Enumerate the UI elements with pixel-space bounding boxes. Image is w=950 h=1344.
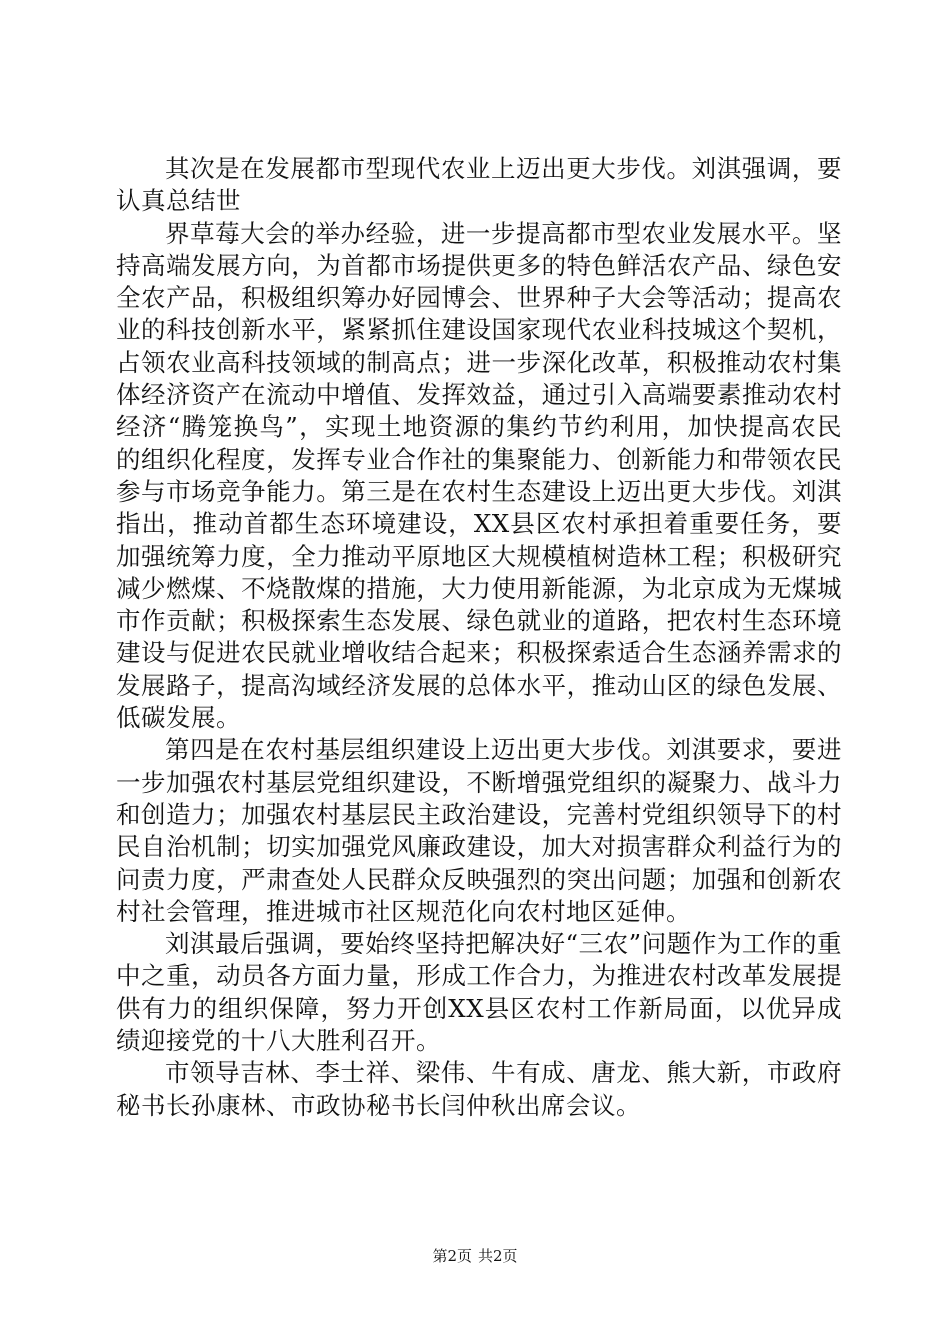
paragraph: 界草莓大会的举办经验，进一步提高都市型农业发展水平。坚持高端发展方向，为首都市场提供更多的特色鲜活农产品、绿色安全农产品，积极组织筹办好园博会、世界种子大会等活动；提高农业的科技创新水平，紧紧抓住建设国家现代农业科技城这个契机，占领农业高科技领域的制高点；进一步深化改革，积极推动农村集体经济资产在流动中增值、发挥效益，通过引入高端要素推动农村经济“腾笼换鸟”，实现土地资源的集约节约利用，加快提高农民的组织化程度，发挥专业合作社的集聚能力、创新能力和带领农民参与市场竞争能力。第三是在农村生态建设上迈出更大步伐。刘淇指出，推动首都生态环境建设，XX县区农村承担着重要任务，要加强统筹力度，全力推动平原地区大规模植树造林工程；积极研究减少燃煤、不烧散煤的措施，大力使用新能源，为北京成为无煤城市作贡献；积极探索生态发展、绿色就业的道路，把农村生态环境建设与促进农民就业增收结合起来；积极探索适合生态涵养需求的发展路子，提高沟域经济发展的总体水平，推动山区的绿色发展、低碳发展。 (116, 218, 842, 733)
paragraph: 第四是在农村基层组织建设上迈出更大步伐。刘淇要求，要进一步加强农村基层党组织建设，不断增强党组织的凝聚力、战斗力和创造力；加强农村基层民主政治建设，完善村党组织领导下的村民自治机制；切实加强党风廉政建设，加大对损害群众利益行为的问责力度，严肃查处人民群众反映强烈的突出问题；加强和创新农村社会管理，推进城市社区规范化向农村地区延伸。 (116, 735, 842, 926)
page-footer (0, 1246, 950, 1266)
page-number: 第2页 (432, 1247, 472, 1265)
paragraph: 刘淇最后强调，要始终坚持把解决好“三农”问题作为工作的重中之重，动员各方面力量，形成工作合力，为推进农村改革发展提供有力的组织保障，努力开创XX县区农村工作新局面，以优异成绩迎接党的十八大胜利召开。 (116, 929, 842, 1056)
page-total: 共2页 (478, 1247, 518, 1265)
paragraph: 市领导吉林、李士祥、梁伟、牛有成、唐龙、熊大新，市政府秘书长孙康林、市政协秘书长闫仲秋出席会议。 (116, 1058, 842, 1120)
paragraph: 其次是在发展都市型现代农业上迈出更大步伐。刘淇强调，要认真总结世 (116, 154, 842, 216)
document-body (116, 153, 842, 1122)
